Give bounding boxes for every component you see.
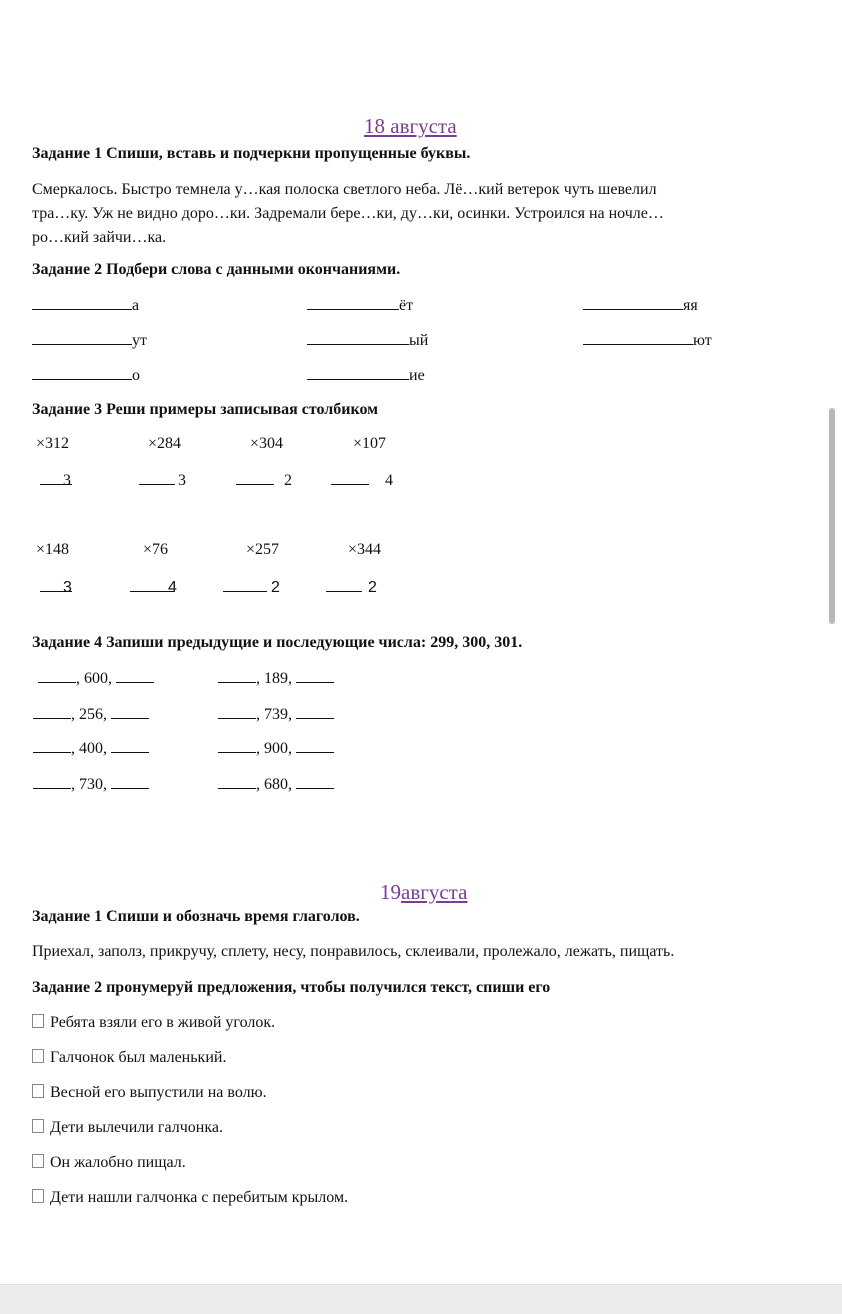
answer-blank[interactable]: [583, 331, 693, 345]
sentence-item: Дети нашли галчонка с перебитым крылом.: [32, 1189, 348, 1207]
sentence-item: Ребята взяли его в живой уголок.: [32, 1014, 275, 1032]
multiplication-bottom: 3: [40, 578, 72, 597]
multiplication-bottom: 2: [326, 578, 377, 597]
number-box[interactable]: [32, 1119, 44, 1133]
task1-text-line: тра…ку. Уж не видно доро…ки. Задремали бере…ки, ду…ки, осинки. Устроился на ночле…: [32, 205, 664, 222]
bottom-toolbar: [0, 1284, 842, 1314]
ending-item: ие: [307, 366, 425, 385]
ending-item: ут: [32, 331, 147, 350]
ending-item: ют: [583, 331, 712, 350]
answer-blank[interactable]: [218, 669, 256, 683]
multiplication-bottom: 4: [331, 471, 393, 490]
date-title-aug18: 18 августа: [364, 114, 457, 138]
multiplication-top: ×107: [353, 435, 387, 452]
sequence-row: , 256,: [33, 705, 149, 724]
multiplication-top: ×284: [148, 435, 182, 452]
answer-blank[interactable]: [32, 366, 132, 380]
answer-blank[interactable]: [296, 669, 334, 683]
multiplication-bottom: 4: [130, 578, 177, 597]
task1-text-line: Смеркалось. Быстро темнела у…кая полоска светлого неба. Лё…кий ветерок чуть шевелил: [32, 181, 657, 198]
task1-text-line: ро…кий зайчи…ка.: [32, 229, 167, 246]
answer-blank[interactable]: [296, 739, 334, 753]
multiplication-top: ×304: [250, 435, 284, 452]
answer-blank[interactable]: [32, 331, 132, 345]
sequence-row: , 680,: [218, 775, 334, 794]
multiplication-top: ×312: [36, 435, 70, 452]
answer-blank[interactable]: [218, 775, 256, 789]
task1-heading-aug19: Задание 1 Спиши и обозначь время глаголов.: [32, 908, 360, 925]
answer-blank[interactable]: [296, 705, 334, 719]
task1-text: [32, 178, 792, 250]
ending-item: а: [32, 296, 139, 315]
multiplication-top: ×148: [36, 541, 70, 558]
answer-blank[interactable]: [218, 739, 256, 753]
number-box[interactable]: [32, 1084, 44, 1098]
multiplication-top: ×76: [143, 541, 169, 558]
task2-heading-aug19: Задание 2 пронумеруй предложения, чтобы получился текст, спиши его: [32, 979, 551, 996]
sentence-item: Дети вылечили галчонка.: [32, 1119, 223, 1137]
sentence-item: Он жалобно пищал.: [32, 1154, 186, 1172]
sequence-row: , 189,: [218, 669, 334, 688]
answer-blank[interactable]: [33, 705, 71, 719]
answer-blank[interactable]: [116, 669, 154, 683]
date-number: 19: [380, 880, 401, 904]
answer-blank[interactable]: [307, 366, 409, 380]
date-title-aug19: [380, 880, 467, 905]
number-box[interactable]: [32, 1189, 44, 1203]
task3-heading: Задание 3 Реши примеры записывая столбиком: [32, 401, 379, 418]
answer-blank[interactable]: [111, 739, 149, 753]
multiplication-bottom: 2: [236, 471, 292, 490]
task1-heading: Задание 1 Спиши, вставь и подчеркни пропущенные буквы.: [32, 145, 471, 162]
answer-blank[interactable]: [111, 775, 149, 789]
ending-item: о: [32, 366, 140, 385]
multiplication-bottom: 3: [139, 471, 186, 490]
sequence-row: , 600,: [38, 669, 154, 688]
answer-blank[interactable]: [33, 739, 71, 753]
sequence-row: , 900,: [218, 739, 334, 758]
sentence-item: Галчонок был маленький.: [32, 1049, 226, 1067]
answer-blank[interactable]: [38, 669, 76, 683]
date-word: августа: [401, 880, 468, 904]
sequence-row: , 730,: [33, 775, 149, 794]
ending-item: ёт: [307, 296, 413, 315]
answer-blank[interactable]: [111, 705, 149, 719]
answer-blank[interactable]: [583, 296, 683, 310]
ending-item: яя: [583, 296, 698, 315]
answer-blank[interactable]: [296, 775, 334, 789]
multiplication-bottom: 2: [223, 578, 280, 597]
task4-heading: Задание 4 Запиши предыдущие и последующие числа: 299, 300, 301.: [32, 634, 523, 651]
answer-blank[interactable]: [218, 705, 256, 719]
multiplication-bottom: 3: [40, 471, 71, 490]
answer-blank[interactable]: [33, 775, 71, 789]
multiplication-top: ×344: [348, 541, 382, 558]
answer-blank[interactable]: [307, 331, 409, 345]
multiplication-top: ×257: [246, 541, 280, 558]
answer-blank[interactable]: [307, 296, 399, 310]
number-box[interactable]: [32, 1154, 44, 1168]
verbs-text: Приехал, заполз, прикручу, сплету, несу, понравилось, склеивали, пролежало, лежать, пищать.: [32, 943, 675, 960]
sentence-item: Весной его выпустили на волю.: [32, 1084, 267, 1102]
number-box[interactable]: [32, 1014, 44, 1028]
number-box[interactable]: [32, 1049, 44, 1063]
sequence-row: , 739,: [218, 705, 334, 724]
sequence-row: , 400,: [33, 739, 149, 758]
task2-heading: Задание 2 Подбери слова с данными окончаниями.: [32, 261, 401, 278]
ending-item: ый: [307, 331, 428, 350]
vertical-scrollbar[interactable]: [829, 408, 835, 624]
answer-blank[interactable]: [32, 296, 132, 310]
